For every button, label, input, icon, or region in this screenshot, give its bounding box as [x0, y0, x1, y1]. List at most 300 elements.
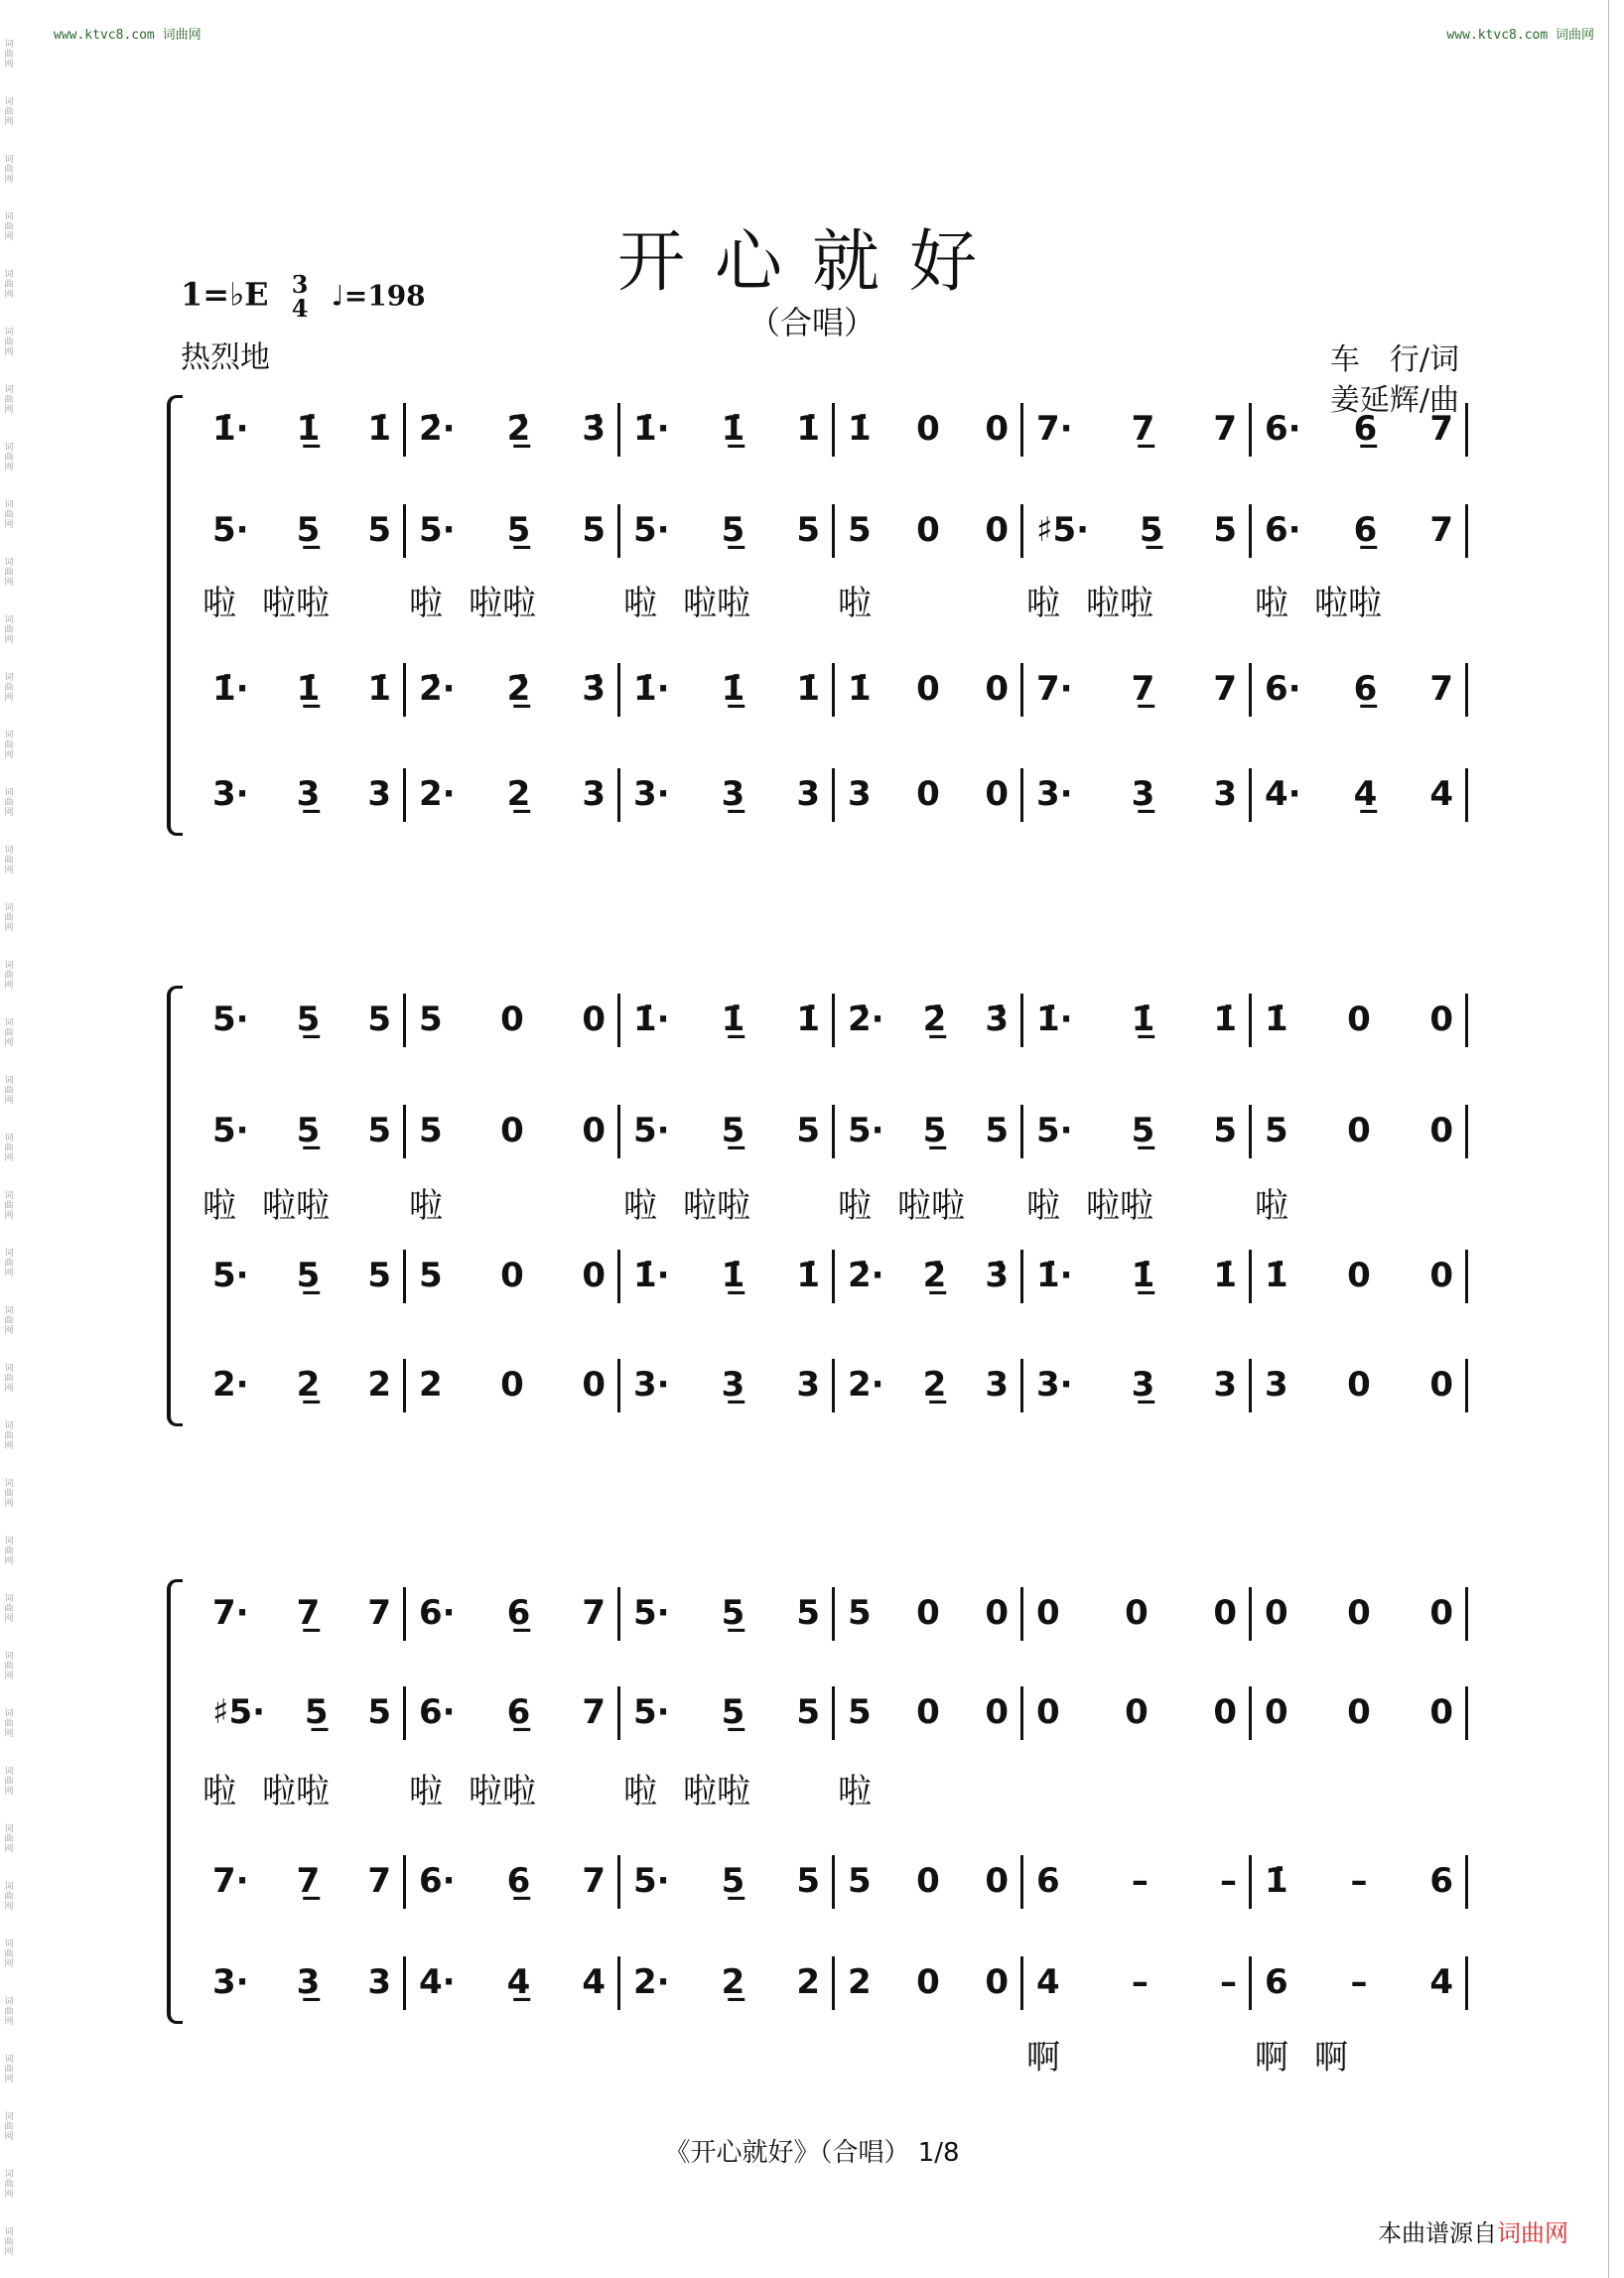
side-watermark-text: 词 曲 网 [4, 212, 14, 242]
note: 0 [1125, 1593, 1149, 1633]
measure [1265, 774, 1453, 814]
note: 3 [367, 1962, 391, 2002]
side-watermark-text: 词 曲 网 [4, 1249, 14, 1278]
barline [832, 504, 835, 558]
note: 3· [212, 774, 249, 814]
note: 5 [985, 1111, 1009, 1150]
note: 2̲ [506, 774, 531, 814]
note: 6· [1265, 669, 1301, 709]
barline [617, 1956, 620, 2010]
note: 2̇· [848, 1256, 884, 1295]
note: 5 [367, 1692, 391, 1732]
note: 0 [1036, 1593, 1060, 1633]
note: 5 [367, 510, 391, 550]
measure [848, 1365, 1009, 1405]
note: 5̲ [296, 1000, 321, 1039]
note: 7 [1429, 510, 1453, 550]
lyric [623, 1178, 828, 1227]
system-bracket [167, 986, 183, 1426]
barline [832, 1956, 835, 2010]
barline [403, 1105, 406, 1158]
side-watermark-text: 词 曲 网 [4, 788, 14, 818]
measure [419, 1861, 606, 1901]
note: 3· [212, 1962, 249, 2002]
lyric [409, 576, 613, 624]
note: 2̇· [419, 669, 456, 709]
side-watermark-text: 词 曲 网 [4, 1594, 14, 1624]
note: 0 [985, 1861, 1009, 1901]
measure [848, 669, 1009, 709]
note: 5· [212, 510, 249, 550]
note: 0 [1036, 1692, 1060, 1732]
note: 3· [1036, 774, 1073, 814]
lyric [623, 1764, 828, 1812]
note: 0 [1265, 1692, 1288, 1732]
note: 1̇ [1265, 1000, 1288, 1039]
note: 3 [1265, 1365, 1288, 1405]
note: 0 [500, 1365, 524, 1405]
note: 3̇ [582, 409, 606, 449]
measure [419, 1692, 606, 1732]
note: 3 [848, 774, 872, 814]
note: 0 [1125, 1692, 1149, 1732]
note: 3̲ [1131, 1365, 1155, 1405]
note: 1̲̇ [1131, 1256, 1155, 1295]
lyric-syllable: 啦 [203, 584, 236, 623]
measure [419, 1000, 606, 1039]
barline [1249, 1956, 1252, 2010]
note: 5̲ [721, 1861, 745, 1901]
measure [848, 1692, 1009, 1732]
note: 7 [582, 1861, 606, 1901]
note: 5 [582, 510, 606, 550]
lyric [203, 576, 399, 624]
measure [1036, 1861, 1237, 1901]
note: 0 [916, 1861, 940, 1901]
measure [419, 1365, 606, 1405]
side-watermark-text: 词 曲 网 [4, 2227, 14, 2257]
barline [832, 994, 835, 1047]
barline [1465, 1250, 1468, 1303]
note: 0 [916, 1593, 940, 1633]
barline [1249, 1686, 1252, 1740]
lyric-syllable: 啦 [623, 1186, 657, 1226]
side-watermark-text: 词 曲 网 [4, 731, 14, 760]
note: 5̲ [506, 510, 531, 550]
side-watermark-text: 词 曲 网 [4, 1134, 14, 1163]
barline [617, 1250, 620, 1303]
barline [832, 768, 835, 822]
barline [1020, 1686, 1023, 1740]
lyric [203, 1178, 399, 1227]
measure [1265, 1000, 1453, 1039]
note: 2̇· [848, 1000, 884, 1039]
barline [1020, 768, 1023, 822]
barline [832, 1250, 835, 1303]
note: 0 [1347, 1593, 1371, 1633]
note: 2 [848, 1962, 872, 2002]
lyric-syllable: 啦 [1255, 584, 1288, 623]
lyric-syllable: 啦 [409, 584, 443, 623]
note: 5 [848, 1692, 872, 1732]
note: 2 [367, 1365, 391, 1405]
note: 3 [796, 774, 820, 814]
note: 0 [916, 510, 940, 550]
lyric-syllable: 啦 [838, 1772, 872, 1811]
measure [419, 1962, 606, 2002]
barline [832, 403, 835, 457]
note: 3· [633, 1365, 670, 1405]
note: 0 [985, 774, 1009, 814]
measure [1265, 669, 1453, 709]
note: 6 [1036, 1861, 1060, 1901]
note: 3 [582, 774, 606, 814]
barline [617, 663, 620, 717]
measure [633, 1111, 820, 1150]
lyric [838, 1178, 1016, 1227]
note: 6· [1265, 409, 1301, 449]
measure [633, 1000, 820, 1039]
side-watermark-text: 词 曲 网 [4, 1537, 14, 1566]
lyric [1255, 576, 1461, 624]
barline [1465, 1956, 1468, 2010]
note: 5· [212, 1256, 249, 1295]
measure [1265, 1861, 1453, 1901]
note: 0 [985, 510, 1009, 550]
note: 5̲ [922, 1111, 947, 1150]
measure [633, 774, 820, 814]
note: 3̇ [985, 1000, 1009, 1039]
side-watermark-text: 词 曲 网 [4, 1421, 14, 1451]
system-bracket [167, 395, 183, 836]
lyric-syllable: 啦 [203, 1186, 236, 1226]
measure [212, 774, 391, 814]
note: 1̇· [633, 669, 670, 709]
note: 0 [500, 1256, 524, 1295]
note: 1̇ [796, 669, 820, 709]
note: 4 [1036, 1962, 1060, 2002]
barline [1465, 994, 1468, 1047]
note: 1̇ [796, 1256, 820, 1295]
note: 0 [1347, 1111, 1371, 1150]
watermark-right: www.ktvc8.com 词曲网 [1446, 28, 1594, 43]
measure [1265, 1256, 1453, 1295]
note: 5̲ [721, 510, 745, 550]
barline [617, 1359, 620, 1412]
side-watermark-text: 词 曲 网 [4, 558, 14, 588]
note: 1̇ [367, 669, 391, 709]
note: 2̲ [922, 1365, 947, 1405]
note: 0 [916, 669, 940, 709]
note: 1̇ [848, 669, 872, 709]
barline [1249, 663, 1252, 717]
note: 4 [582, 1962, 606, 2002]
side-watermark-text: 词 曲 网 [4, 1364, 14, 1394]
note: 0 [985, 1692, 1009, 1732]
note: 1̇ [848, 409, 872, 449]
measure [848, 1111, 1009, 1150]
note: 5 [419, 1111, 443, 1150]
note: 5· [212, 1111, 249, 1150]
side-watermark-text: 词 曲 网 [4, 1767, 14, 1797]
measure [419, 1256, 606, 1295]
note: 3̲ [296, 1962, 321, 2002]
note: 5 [848, 1861, 872, 1901]
note: 1̇ [796, 409, 820, 449]
barline [1465, 504, 1468, 558]
barline [1465, 1105, 1468, 1158]
source-credit [1378, 2213, 1568, 2248]
barline [1249, 1105, 1252, 1158]
note: 1̇· [212, 669, 249, 709]
note: 1̇· [212, 409, 249, 449]
side-watermark-text: 词 曲 网 [4, 1191, 14, 1221]
lyric-syllable: 啦啦 [262, 1772, 330, 1811]
note: 0 [582, 1365, 606, 1405]
barline [832, 1359, 835, 1412]
note: 0 [1429, 1365, 1453, 1405]
note: 0 [1429, 1593, 1453, 1633]
note: 0 [1265, 1593, 1288, 1633]
note: 0 [1347, 1692, 1371, 1732]
measure [212, 1962, 391, 2002]
note: 7 [1213, 669, 1237, 709]
measure [1265, 1962, 1453, 2002]
note: 3̲ [721, 774, 745, 814]
lyric-syllable: 啦 [409, 1186, 443, 1226]
note: 6 [1429, 1861, 1453, 1901]
barline [617, 994, 620, 1047]
barline [1020, 1855, 1023, 1909]
measure [212, 1111, 391, 1150]
note: 1̲̇ [721, 1000, 745, 1039]
lyric-syllable: 啦啦 [1086, 1186, 1153, 1226]
note: 7 [582, 1692, 606, 1732]
note: 7· [212, 1593, 249, 1633]
lyric-syllable: 啦啦 [683, 1186, 750, 1226]
note: 2̲ [721, 1962, 745, 2002]
side-watermark-text: 词 曲 网 [4, 673, 14, 703]
side-watermark-text: 词 曲 网 [4, 2112, 14, 2142]
barline [1020, 994, 1023, 1047]
lyric-syllable: 啦 [1026, 1186, 1060, 1226]
note: ♯5· [212, 1692, 266, 1732]
barline [1465, 1587, 1468, 1641]
side-watermark-text: 词 曲 网 [4, 443, 14, 472]
barline [403, 768, 406, 822]
note: 7 [1429, 669, 1453, 709]
note: 6· [419, 1692, 456, 1732]
note: 1̲̇ [296, 669, 321, 709]
note: 4̲ [506, 1962, 531, 2002]
note: 5̲ [296, 1111, 321, 1150]
lyric-syllable: 啦 [409, 1772, 443, 1811]
note: 6̲ [1353, 669, 1378, 709]
note: 6· [1265, 510, 1301, 550]
barline [1249, 1855, 1252, 1909]
measure [848, 1256, 1009, 1295]
note: 6̲ [506, 1593, 531, 1633]
note: 1̇ [1265, 1861, 1288, 1901]
side-watermark-text: 词 曲 网 [4, 1824, 14, 1854]
note: 4 [1429, 774, 1453, 814]
measure [1265, 1365, 1453, 1405]
note: – [1350, 1962, 1368, 2002]
note: 3· [633, 774, 670, 814]
note: 3 [1213, 774, 1237, 814]
barline [1465, 1359, 1468, 1412]
note: 5 [796, 1111, 820, 1150]
note: – [1350, 1861, 1368, 1901]
note: 6̲ [506, 1692, 531, 1732]
note: 3 [796, 1365, 820, 1405]
barline [403, 1956, 406, 2010]
page-footer: 《开心就好》（合唱） 1/8 [664, 2138, 960, 2168]
lyric-syllable: 啦啦 [897, 1186, 965, 1226]
lyric-syllable: 啦啦 [1314, 584, 1382, 623]
lyric-syllable: 啦啦 [262, 1186, 330, 1226]
measure [848, 1000, 1009, 1039]
barline [1020, 1105, 1023, 1158]
lyricist-credit: 车 行/词 [1329, 342, 1459, 377]
side-watermark-text: 词 曲 网 [4, 1882, 14, 1912]
side-watermark-text: 词 曲 网 [4, 1306, 14, 1336]
barline [617, 403, 620, 457]
lyric-syllable: 啊 [1026, 2038, 1060, 2077]
note: 0 [916, 409, 940, 449]
measure [633, 1256, 820, 1295]
lyric-syllable: 啊 [1314, 2038, 1348, 2077]
key-label: 1=♭E [181, 275, 269, 314]
side-watermark-text: 词 曲 网 [4, 615, 14, 645]
note: 6̲ [1353, 409, 1378, 449]
note: 7 [367, 1593, 391, 1633]
lyric-syllable: 啦 [838, 1186, 872, 1226]
barline [617, 504, 620, 558]
barline [832, 663, 835, 717]
measure [1265, 1692, 1453, 1732]
note: 2̲̇ [506, 409, 531, 449]
barline [832, 1105, 835, 1158]
measure [212, 669, 391, 709]
lyric [409, 1764, 613, 1812]
note: 1̇· [1036, 1000, 1073, 1039]
note: 5 [367, 1000, 391, 1039]
barline [617, 1105, 620, 1158]
side-watermark-text: 词 曲 网 [4, 1018, 14, 1048]
measure [633, 1861, 820, 1901]
barline [832, 1686, 835, 1740]
note: 2̲̇ [506, 669, 531, 709]
note: 0 [985, 669, 1009, 709]
barline [1249, 1250, 1252, 1303]
note: 5· [633, 1111, 670, 1150]
song-subtitle: （合唱） [747, 304, 876, 341]
note: 0 [1213, 1692, 1237, 1732]
note: 1̇· [1036, 1256, 1073, 1295]
note: 3 [367, 774, 391, 814]
note: 1̇ [1213, 1256, 1237, 1295]
note: 0 [1347, 1365, 1371, 1405]
source-site: 词曲网 [1497, 2219, 1568, 2247]
barline [1465, 663, 1468, 717]
lyric-syllable: 啦 [1026, 584, 1060, 623]
side-watermark-text: 词 曲 网 [4, 155, 14, 185]
note: 5̲ [296, 510, 321, 550]
measure [1036, 774, 1237, 814]
note: 3 [1213, 1365, 1237, 1405]
note: 5 [1265, 1111, 1288, 1150]
note: 5· [633, 1593, 670, 1633]
note: 0 [500, 1111, 524, 1150]
measure [848, 510, 1009, 550]
measure [212, 1692, 391, 1732]
note: 7 [1429, 409, 1453, 449]
note: 5̲ [721, 1111, 745, 1150]
side-watermark-text: 词 曲 网 [4, 385, 14, 415]
song-title: 开心就好 [616, 223, 1007, 302]
side-watermark-text: 词 曲 网 [4, 1997, 14, 2027]
side-watermark-text: 词 曲 网 [4, 961, 14, 991]
side-watermark-text: 词 曲 网 [4, 97, 14, 127]
note: 5̲ [721, 1692, 745, 1732]
note: 7· [1036, 409, 1073, 449]
measure [1265, 1111, 1453, 1150]
note: 5· [633, 1692, 670, 1732]
note: 1̇ [1213, 1000, 1237, 1039]
note: 0 [500, 1000, 524, 1039]
lyric-syllable: 啦啦 [1086, 584, 1153, 623]
side-watermark-text: 词 曲 网 [4, 500, 14, 530]
note: 0 [1429, 1000, 1453, 1039]
barline [403, 1855, 406, 1909]
measure [1036, 409, 1237, 449]
barline [1249, 768, 1252, 822]
note: 2̲̇ [922, 1000, 947, 1039]
barline [617, 768, 620, 822]
barline [403, 994, 406, 1047]
side-watermark-text: 词 曲 网 [4, 2055, 14, 2084]
lyric-syllable: 啦啦 [262, 584, 330, 623]
barline [1465, 1686, 1468, 1740]
note: 3̲ [296, 774, 321, 814]
note: – [1131, 1962, 1149, 2002]
note: 1̲̇ [1131, 1000, 1155, 1039]
measure [419, 510, 606, 550]
barline [1020, 403, 1023, 457]
measure [212, 1256, 391, 1295]
note: 0 [1429, 1692, 1453, 1732]
barline [617, 1855, 620, 1909]
note: 5 [848, 510, 872, 550]
measure [212, 1000, 391, 1039]
side-watermark-text: 词 曲 网 [4, 328, 14, 357]
barline [1020, 1250, 1023, 1303]
system-bracket [167, 1579, 183, 2024]
note: 5· [633, 1861, 670, 1901]
measure [1036, 1256, 1237, 1295]
side-watermark-text: 词 曲 网 [4, 1652, 14, 1681]
barline [403, 1686, 406, 1740]
note: 5 [796, 1861, 820, 1901]
note: – [1219, 1962, 1237, 2002]
lyric-syllable: 啊 [1255, 2038, 1288, 2077]
note: – [1131, 1861, 1149, 1901]
note: 1̲̇ [721, 409, 745, 449]
side-watermark-text: 词 曲 网 [4, 270, 14, 300]
barline [832, 1855, 835, 1909]
measure [633, 1692, 820, 1732]
